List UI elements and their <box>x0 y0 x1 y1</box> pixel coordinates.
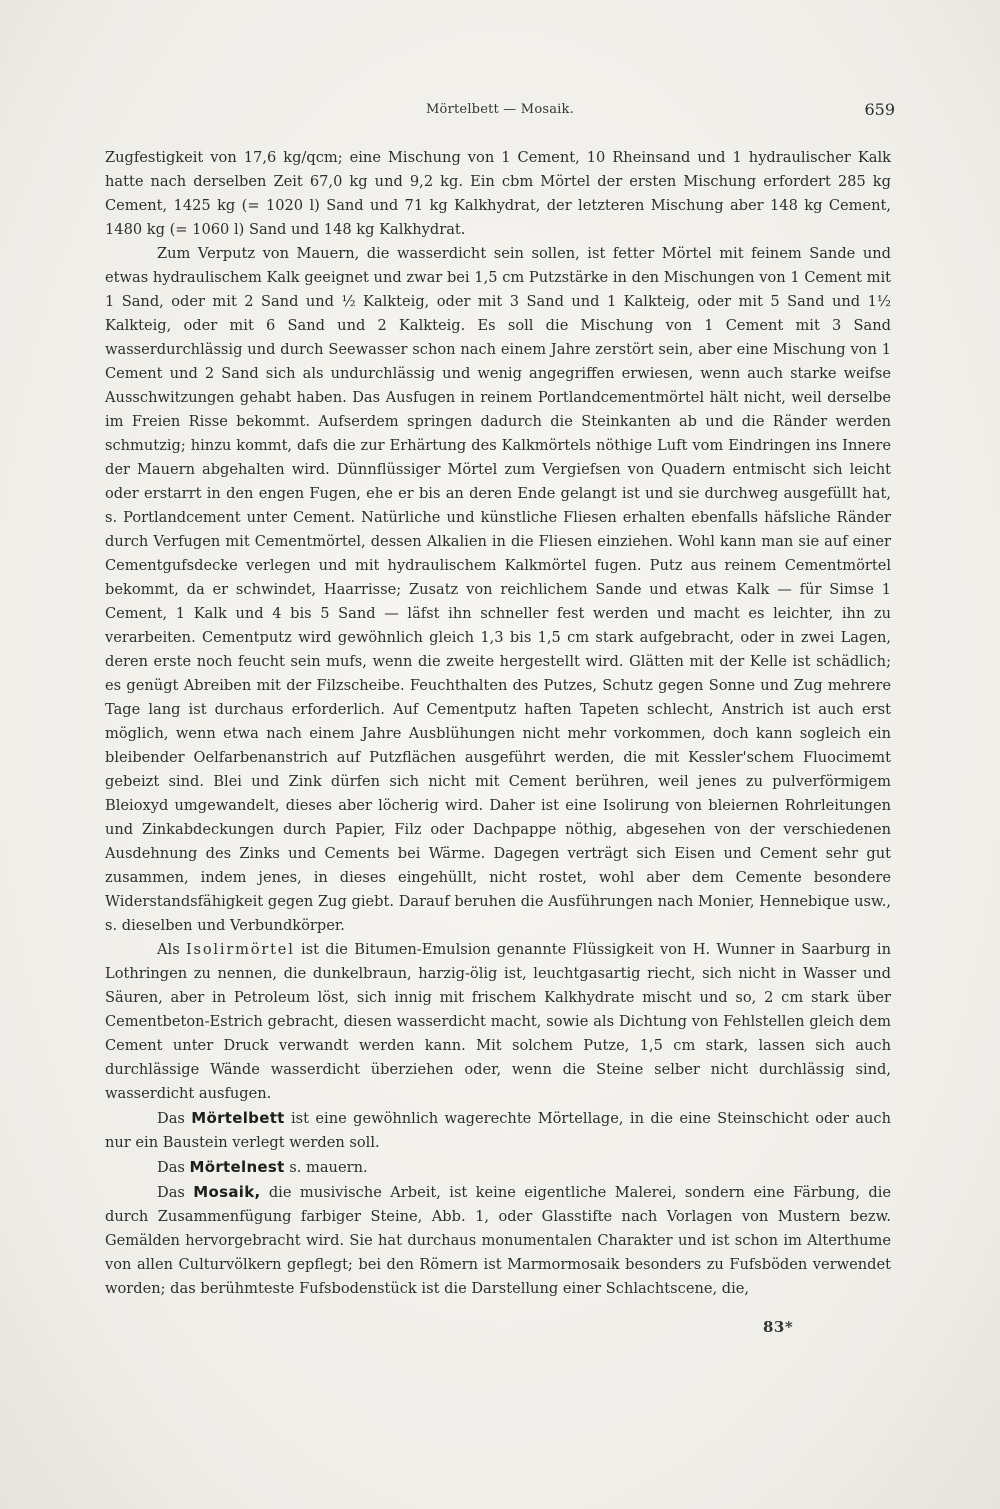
p3-body: ist die Bitumen-Emulsion genannte Flüssigkeit von H. Wunner in Saarburg in Lothringen zu nennen, die dunkelbraun, harzig-ölig ist, leuchtgasartig riecht, sich nicht in Wasser und Säuren, aber in Petroleum löst, sich innig mit frischem Kalkhydrate mischt und so, 2 cm stark über Cementbeton-Estrich gebracht, diesen wasserdicht macht, sowie als Dichtung von Fehlstellen gleich dem Cement unter Druck verwandt werden kann. Mit solchem Putze, 1,5 cm stark, lassen sich auch durchlässige Wände wasserdicht überziehen oder, wenn die Steine selber nicht durchlässig sind, wasserdicht ausfugen. <box>105 941 891 1102</box>
term-isolirmoertel: Isolirmörtel <box>185 941 295 958</box>
running-title: Mörtelbett — Mosaik. <box>426 102 574 117</box>
body-text <box>105 146 891 1301</box>
paragraph-mosaik <box>105 1180 891 1301</box>
term-mosaik: Mosaik, <box>193 1183 261 1201</box>
term-moertelnest: Mörtelnest <box>189 1158 285 1176</box>
paragraph-continuation: Zugfestigkeit von 17,6 kg/qcm; eine Mischung von 1 Cement, 10 Rheinsand und 1 hydraulischer Kalk hatte nach derselben Zeit 67,0 kg und 9,2 kg. Ein cbm Mörtel der ersten Mischung erfordert 285 kg Cement, 1425 kg (= 1020 l) Sand und 71 kg Kalkhydrat, der letzteren Mischung aber 148 kg Cement, 1480 kg (= 1060 l) Sand und 148 kg Kalkhydrat. <box>105 149 891 238</box>
p6-body: die musivische Arbeit, ist keine eigentliche Malerei, sondern eine Färbung, die durch Zusammenfügung farbiger Steine, Abb. 1, oder Glasstifte nach Vorlagen von Mustern bezw. Gemälden hervorgebracht wird. Sie hat durchaus monumentalen Charakter und ist schon im Alterthume von allen Culturvölkern gepflegt; bei den Römern ist Marmormosaik besonders zu Fufsböden verwendet worden; das berühmteste Fufsbodenstück ist die Darstellung einer Schlachtscene, die, <box>105 1184 891 1297</box>
paragraph-verputz: Zum Verputz von Mauern, die wasserdicht sein sollen, ist fetter Mörtel mit feinem Sande und etwas hydraulischem Kalk geeignet und zwar bei 1,5 cm Putzstärke in den Mischungen von 1 Cement mit 1 Sand, oder mit 2 Sand und ½ Kalkteig, oder mit 3 Sand und 1 Kalkteig, oder mit 5 Sand und 1½ Kalkteig, oder mit 6 Sand und 2 Kalkteig. Es soll die Mischung von 1 Cement mit 3 Sand wasserdurchlässig und durch Seewasser schon nach einem Jahre zerstört sein, aber eine Mischung von 1 Cement und 2 Sand sich als undurchlässig und wenig angegriffen erwiesen, wenn auch starke weifse Ausschwitzungen gehabt haben. Das Ausfugen in reinem Portlandcementmörtel hält nicht, weil derselbe im Freien Risse bekommt. Aufserdem springen dadurch die Steinkanten ab und die Ränder werden schmutzig; hinzu kommt, dafs die zur Erhärtung des Kalkmörtels nöthige Luft vom Eindringen ins Innere der Mauern abgehalten wird. Dünnflüssiger Mörtel zum Vergiefsen von Quadern entmischt sich leicht oder erstarrt in den engen Fugen, ehe er bis an deren Ende gelangt ist und sie durchweg ausgefüllt hat, s. Portlandcement unter Cement. Natürliche und künstliche Fliesen erhalten ebenfalls häfsliche Ränder durch Verfugen mit Cementmörtel, dessen Alkalien in die Fliesen einziehen. Wohl kann man sie auf einer Cementgufsdecke verlegen und mit hydraulischem Kalkmörtel fugen. Putz aus reinem Cementmörtel bekommt, da er schwindet, Haarrisse; Zusatz von reichlichem Sande und etwas Kalk — für Simse 1 Cement, 1 Kalk und 4 bis 5 Sand — läfst ihn schneller fest werden und macht es leichter, ihn zu verarbeiten. Cementputz wird gewöhnlich gleich 1,3 bis 1,5 cm stark aufgebracht, oder in zwei Lagen, deren erste noch feucht sein mufs, wenn die zweite hergestellt wird. Glätten mit der Kelle ist schädlich; es genügt Abreiben mit der Filzscheibe. Feuchthalten des Putzes, Schutz gegen Sonne und Zug mehrere Tage lang ist durchaus erforderlich. Auf Cementputz haften Tapeten schlecht, Anstrich ist auch erst möglich, wenn etwa nach einem Jahre Ausblühungen nicht mehr vorkommen, doch kann sogleich ein bleibender Oelfarbenanstrich auf Putzflächen ausgeführt werden, die mit Kessler'schem Fluocimemt gebeizt sind. Blei und Zink dürfen sich nicht mit Cement berühren, weil jenes zu pulverförmigem Bleioxyd umgewandelt, dieses aber löcherig wird. Daher ist eine Isolirung von bleiernen Rohrleitungen und Zinkabdeckungen durch Papier, Filz oder Dachpappe nöthig, abgesehen von der verschiedenen Ausdehnung des Zinks und Cements bei Wärme. Dagegen verträgt sich Eisen und Cement sehr gut zusammen, indem jenes, in dieses eingehüllt, nicht rostet, wohl aber dem Cemente besondere Widerstandsfähigkeit gegen Zug giebt. Darauf beruhen die Ausführungen nach Monier, Hennebique usw., s. dieselben und Verbundkörper. <box>105 245 891 934</box>
p6-lead: Das <box>157 1184 185 1201</box>
page-number: 659 <box>864 100 895 119</box>
signature-mark: 83* <box>763 1318 794 1336</box>
term-moertelbett: Mörtelbett <box>191 1109 285 1127</box>
paragraph-moertelnest <box>105 1155 891 1180</box>
p4-body: ist eine gewöhnlich wagerechte Mörtellage, in die eine Steinschicht oder auch nur ein Baustein verlegt werden soll. <box>105 1110 891 1151</box>
running-head <box>105 102 895 130</box>
p5-lead: Das <box>157 1159 185 1176</box>
p5-body: s. mauern. <box>289 1159 368 1176</box>
paragraph-moertelbett <box>105 1106 891 1155</box>
paragraph-isolirmoertel <box>105 938 891 1106</box>
p3-lead: Als <box>157 941 180 958</box>
p4-lead: Das <box>157 1110 185 1127</box>
